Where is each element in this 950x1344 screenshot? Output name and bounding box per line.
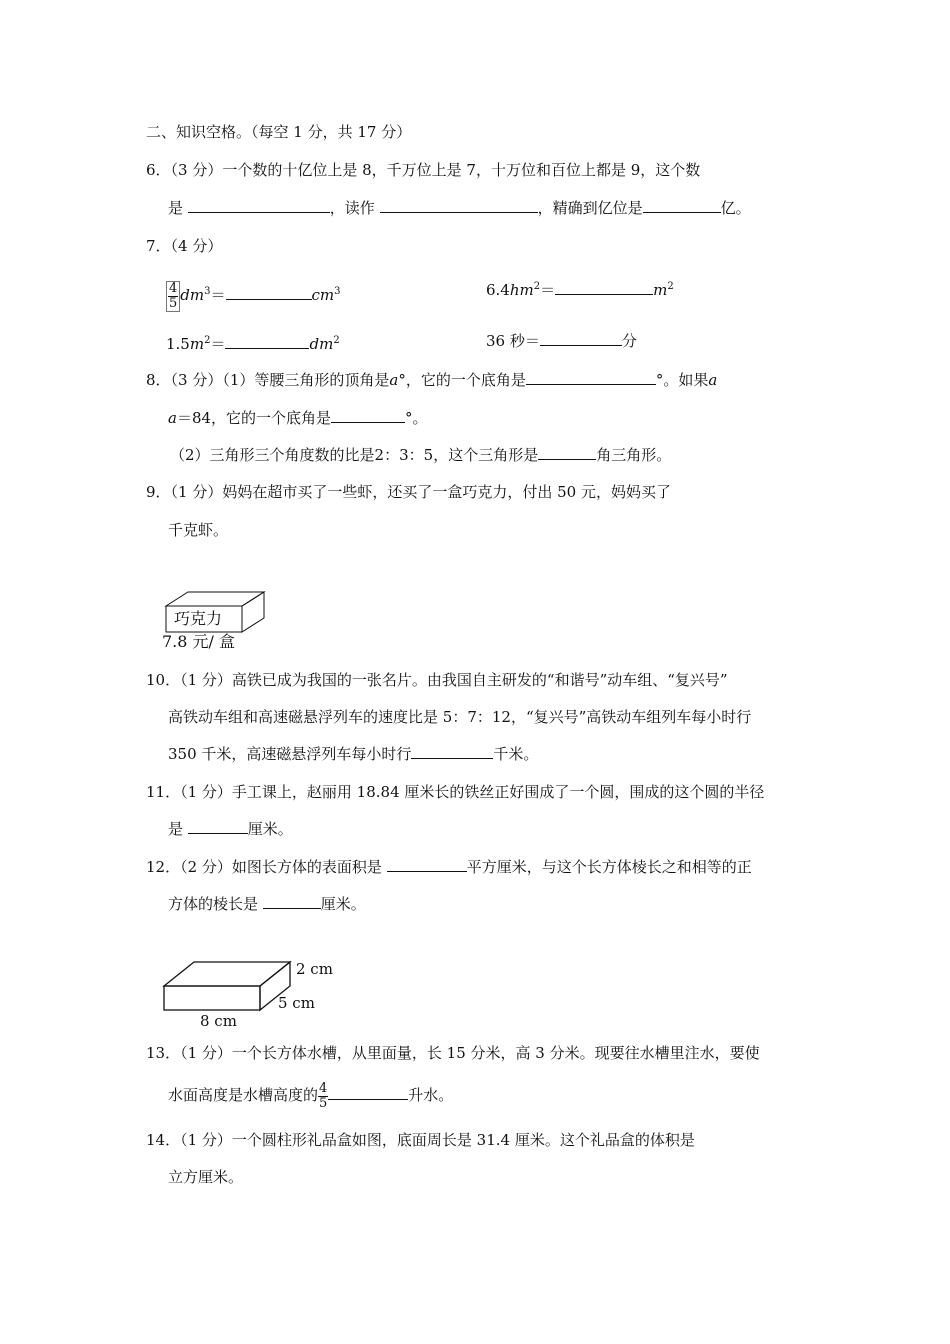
q8-blank-triangle-type[interactable]: [538, 445, 596, 460]
q10-line2: 高铁动车组和高速磁悬浮列车的速度比是 5：7：12，“复兴号”高铁动车组列车每小时行: [168, 708, 752, 726]
chocolate-price: 7.8 元/ 盒: [162, 632, 236, 651]
q11-line2: 是 厘米。: [168, 820, 293, 838]
q7-blank-b[interactable]: [555, 280, 653, 295]
q10-blank-speed[interactable]: [411, 744, 493, 759]
q6-text-d: 亿。: [720, 199, 751, 217]
q7-item-a: $\frac{4}{5}$ $dm^3= cm^3$: [166, 272, 341, 312]
q9-line1: 9．（1 分）妈妈在超市买了一些虾，还买了一盒巧克力，付出 50 元，妈妈买了: [146, 483, 671, 501]
cuboid-width-label: 5 cm: [278, 994, 315, 1012]
q13-line1: 13．（1 分）一个长方体水槽，从里面量，长 15 分米，高 3 分米。现要往水槽里注水，要使: [146, 1044, 760, 1062]
q7-blank-a[interactable]: [226, 285, 312, 300]
q6-line2: [168, 198, 751, 218]
q6-text-b: ，读作: [329, 199, 375, 217]
chocolate-box-label: 巧克力: [174, 609, 223, 628]
q6-blank-approx[interactable]: [643, 198, 721, 213]
q7-fraction: $\frac{4}{5}$: [166, 281, 180, 312]
q9-line2: 千克虾。: [168, 521, 229, 539]
q8-line3: （2）三角形三个角度数的比是2：3：5，这个三角形是 角三角形。: [170, 446, 672, 464]
q7-blank-d[interactable]: [540, 331, 622, 346]
q12-line2: 方体的棱长是 厘米。: [168, 895, 366, 913]
q6-blank-number[interactable]: [188, 198, 330, 213]
q13-blank-volume[interactable]: [328, 1085, 408, 1100]
cuboid-length-label: 8 cm: [200, 1012, 237, 1030]
q6-text-c: ，精确到亿位是: [537, 199, 643, 217]
q11-line1: 11．（1 分）手工课上，赵丽用 18.84 厘米长的铁丝正好围成了一个圆，围成的这个圆的半径: [146, 783, 765, 801]
q6-blank-reading[interactable]: [380, 198, 538, 213]
q8-line2: a＝84，它的一个底角是 °。: [168, 409, 428, 427]
q7-head: 7．（4 分）: [146, 237, 223, 255]
q7-blank-c[interactable]: [225, 334, 309, 349]
cuboid-height-label: 2 cm: [296, 960, 333, 978]
q8-blank-base-angle[interactable]: [526, 370, 656, 385]
q14-line2: 立方厘米。: [168, 1168, 244, 1186]
q12-line1: 12．（2 分）如图长方体的表面积是 平方厘米，与这个长方体棱长之和相等的正: [146, 858, 752, 876]
q11-blank-radius[interactable]: [188, 819, 248, 834]
q10-line3: 350 千米，高速磁悬浮列车每小时行 千米。: [168, 745, 539, 763]
q8-line1: 8．（3 分）（1）等腰三角形的顶角是a°，它的一个底角是 °。如果a: [146, 371, 718, 389]
q12-blank-area[interactable]: [387, 857, 467, 872]
q12-blank-edge[interactable]: [263, 894, 321, 909]
chocolate-box-figure: [160, 588, 270, 654]
q7-item-c: $1.5m^2= dm^2$: [166, 335, 340, 353]
section-title: 二、知识空格。（每空 1 分，共 17 分）: [146, 123, 412, 141]
q13-line2: 水面高度是水槽高度的 $\frac{4}{5}$ 升水。: [168, 1080, 454, 1111]
q14-line1: 14．（1 分）一个圆柱形礼品盒如图，底面周长是 31.4 厘米。这个礼品盒的体积是: [146, 1131, 695, 1149]
q6-line1: 6．（3 分）一个数的十亿位上是 8，千万位上是 7，十万位和百位上都是 9，这个数: [146, 161, 701, 179]
q8-blank-base-84[interactable]: [331, 408, 405, 423]
q7-item-d: 36 秒＝ 分: [486, 332, 637, 350]
q10-line1: 10．（1 分）高铁已成为我国的一张名片。由我国自主研发的“和谐号”动车组、“复兴号”: [146, 671, 728, 689]
q6-text-a: 是: [168, 199, 184, 217]
q13-fraction: $\frac{4}{5}$: [319, 1080, 328, 1111]
cuboid-figure: [160, 956, 340, 1032]
q7-item-b: $6.4hm^2= m^2$: [486, 281, 674, 299]
